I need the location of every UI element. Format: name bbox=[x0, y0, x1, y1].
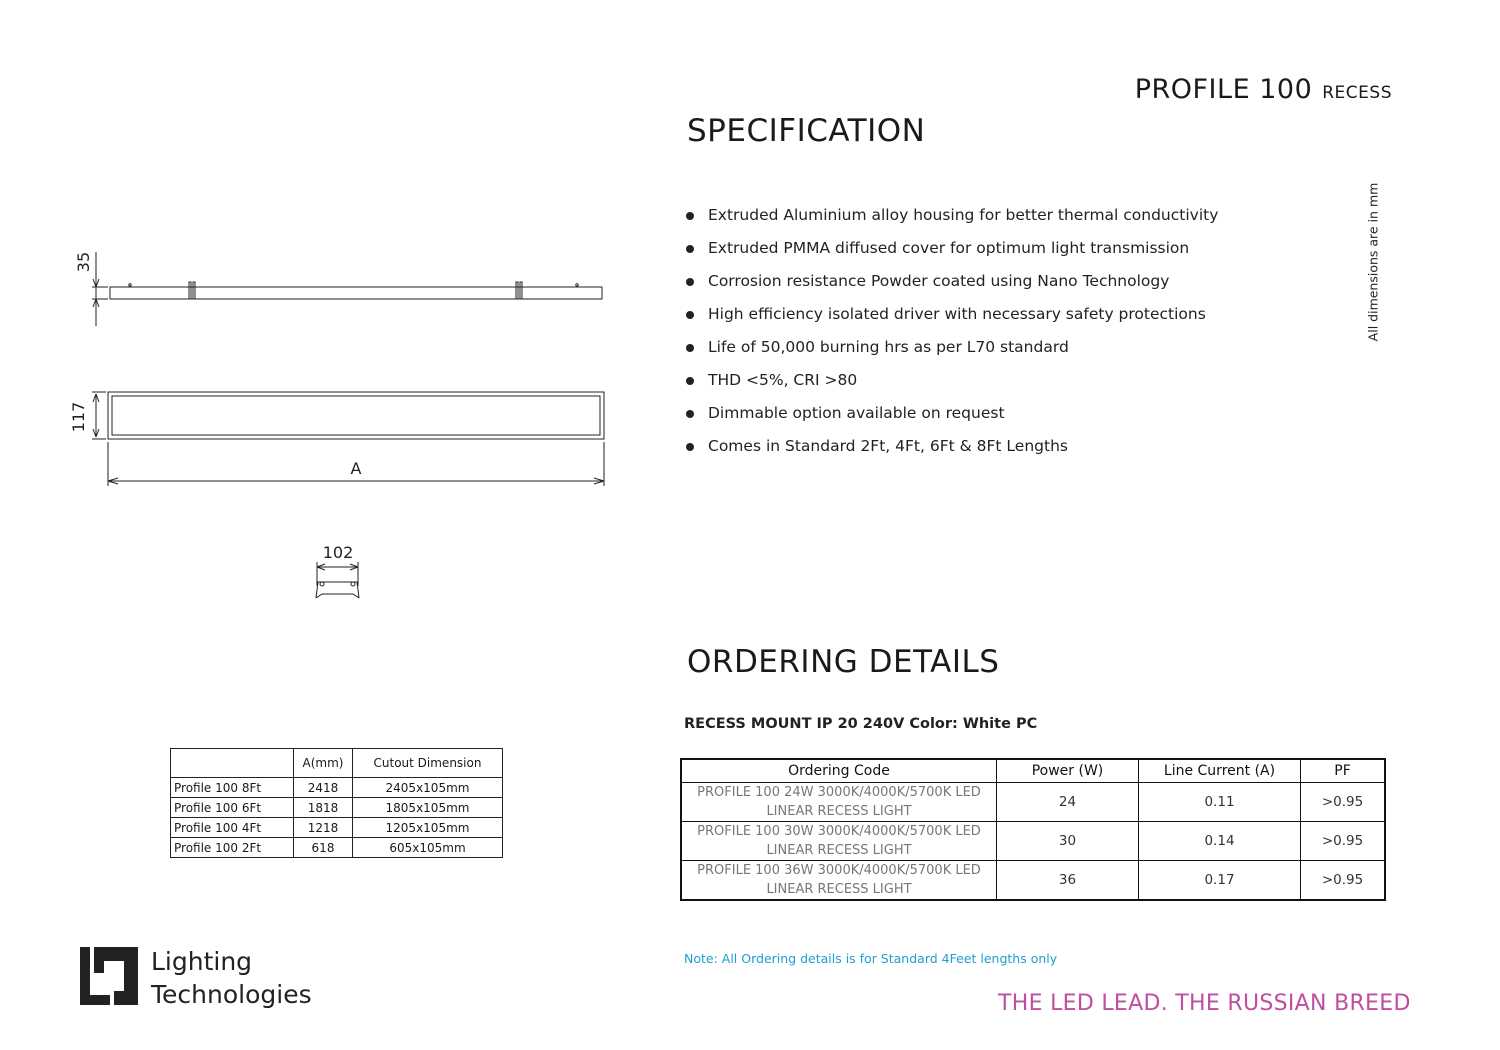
side-view-body bbox=[110, 287, 602, 299]
brand-name-line1: Lighting bbox=[151, 947, 253, 976]
order-power: 30 bbox=[997, 822, 1139, 861]
spec-bullet: Corrosion resistance Powder coated using Nano Technology bbox=[686, 269, 1218, 302]
table-row bbox=[171, 778, 503, 798]
technical-drawing bbox=[0, 0, 650, 620]
product-variant: RECESS bbox=[1322, 83, 1392, 103]
order-code-line2: LINEAR RECESS LIGHT bbox=[766, 882, 912, 897]
dim-cell-a: 2418 bbox=[294, 778, 353, 798]
order-pf: >0.95 bbox=[1301, 783, 1386, 822]
brand-name-line2: Technologies bbox=[151, 980, 312, 1009]
spec-bullet: Comes in Standard 2Ft, 4Ft, 6Ft & 8Ft Lengths bbox=[686, 434, 1218, 467]
length-dim-label: A bbox=[350, 459, 362, 478]
tagline: THE LED LEAD. THE RUSSIAN BREED bbox=[998, 991, 1411, 1016]
dimension-table-header bbox=[171, 749, 503, 778]
height-dim-label: 35 bbox=[74, 251, 93, 273]
spec-bullet: THD <5%, CRI >80 bbox=[686, 368, 1218, 401]
dim-cell-name: Profile 100 4Ft bbox=[171, 818, 294, 838]
ordering-table bbox=[680, 758, 1386, 901]
mount-line: RECESS MOUNT IP 20 240V Color: White PC bbox=[684, 716, 1038, 732]
table-row bbox=[681, 822, 1385, 861]
dim-cell-cutout: 1805x105mm bbox=[353, 798, 503, 818]
spec-bullet: High efficiency isolated driver with necessary safety protections bbox=[686, 302, 1218, 335]
ordering-table-header bbox=[681, 759, 1385, 783]
order-code-line1: PROFILE 100 24W 3000K/4000K/5700K LED bbox=[697, 785, 981, 800]
dim-cell-a: 1218 bbox=[294, 818, 353, 838]
order-header-power: Power (W) bbox=[997, 759, 1139, 783]
dimension-unit-note: All dimensions are in mm bbox=[1365, 182, 1381, 342]
dim-cell-cutout: 2405x105mm bbox=[353, 778, 503, 798]
section-dim-label: 102 bbox=[322, 543, 354, 562]
section-view-body bbox=[316, 582, 359, 598]
dim-cell-name: Profile 100 6Ft bbox=[171, 798, 294, 818]
dim-cell-a: 1818 bbox=[294, 798, 353, 818]
product-title bbox=[1135, 74, 1392, 105]
top-view-body bbox=[108, 392, 604, 439]
order-pf: >0.95 bbox=[1301, 822, 1386, 861]
order-header-code: Ordering Code bbox=[681, 759, 997, 783]
ordering-heading: ORDERING DETAILS bbox=[687, 644, 1000, 680]
side-clip-right bbox=[516, 282, 518, 299]
order-pf: >0.95 bbox=[1301, 861, 1386, 901]
order-code bbox=[681, 861, 997, 901]
spec-bullet: Extruded Aluminium alloy housing for better thermal conductivity bbox=[686, 203, 1218, 236]
spec-bullet: Extruded PMMA diffused cover for optimum light transmission bbox=[686, 236, 1218, 269]
order-header-pf: PF bbox=[1301, 759, 1386, 783]
order-header-current: Line Current (A) bbox=[1139, 759, 1301, 783]
brand-logo-icon bbox=[80, 947, 140, 1007]
dim-cell-a: 618 bbox=[294, 838, 353, 858]
width-dim-label: 117 bbox=[69, 401, 88, 433]
order-code bbox=[681, 783, 997, 822]
product-name: PROFILE 100 bbox=[1134, 74, 1313, 105]
dim-header-cutout: Cutout Dimension bbox=[353, 749, 503, 778]
order-code bbox=[681, 822, 997, 861]
order-power: 36 bbox=[997, 861, 1139, 901]
dim-cell-cutout: 1205x105mm bbox=[353, 818, 503, 838]
order-code-line2: LINEAR RECESS LIGHT bbox=[766, 843, 912, 858]
order-current: 0.17 bbox=[1139, 861, 1301, 901]
specification-list bbox=[686, 203, 1218, 467]
order-power: 24 bbox=[997, 783, 1139, 822]
order-code-line2: LINEAR RECESS LIGHT bbox=[766, 804, 912, 819]
table-row bbox=[681, 861, 1385, 901]
dim-header-blank bbox=[171, 749, 294, 778]
table-row bbox=[171, 838, 503, 858]
specification-heading: SPECIFICATION bbox=[687, 113, 926, 149]
order-code-line1: PROFILE 100 36W 3000K/4000K/5700K LED bbox=[697, 863, 981, 878]
dimension-table bbox=[170, 748, 503, 858]
spec-bullet: Dimmable option available on request bbox=[686, 401, 1218, 434]
order-current: 0.11 bbox=[1139, 783, 1301, 822]
dim-cell-cutout: 605x105mm bbox=[353, 838, 503, 858]
order-code-line1: PROFILE 100 30W 3000K/4000K/5700K LED bbox=[697, 824, 981, 839]
dim-cell-name: Profile 100 8Ft bbox=[171, 778, 294, 798]
order-current: 0.14 bbox=[1139, 822, 1301, 861]
table-row bbox=[681, 783, 1385, 822]
table-row bbox=[171, 818, 503, 838]
spec-bullet: Life of 50,000 burning hrs as per L70 standard bbox=[686, 335, 1218, 368]
table-row bbox=[171, 798, 503, 818]
side-clip-left bbox=[189, 282, 191, 299]
ordering-note: Note: All Ordering details is for Standard 4Feet lengths only bbox=[684, 951, 1058, 966]
dim-cell-name: Profile 100 2Ft bbox=[171, 838, 294, 858]
dim-header-a: A(mm) bbox=[294, 749, 353, 778]
